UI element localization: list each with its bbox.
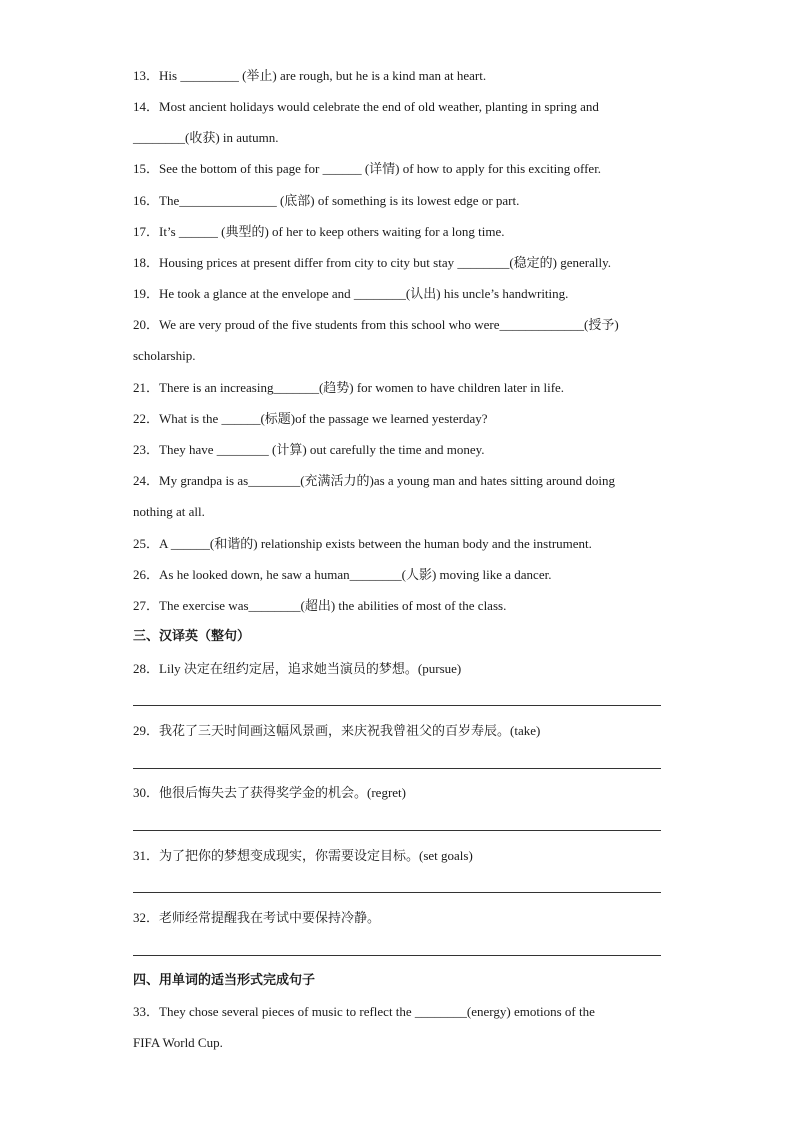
question-27 xyxy=(133,598,663,614)
question-text: 为了把你的梦想变成现实，你需要设定目标。(set goals) xyxy=(159,848,473,863)
answer-line-32[interactable] xyxy=(133,955,661,956)
question-number: 23． xyxy=(133,442,160,457)
question-32 xyxy=(133,910,663,926)
question-text: Housing prices at present differ from city to city but stay ________(稳定的) generally. xyxy=(159,255,612,270)
question-number: 26． xyxy=(133,567,160,582)
question-number: 30． xyxy=(133,785,160,800)
question-text: What is the ______(标题)of the passage we learned yesterday? xyxy=(159,411,488,426)
question-33 xyxy=(133,1004,663,1020)
question-text: It’s ______ (典型的) of her to keep others waiting for a long time. xyxy=(159,224,505,239)
question-number: 24． xyxy=(133,473,160,488)
question-text: 我花了三天时间画这幅风景画，来庆祝我曾祖父的百岁寿辰。(take) xyxy=(159,723,541,738)
question-number: 14． xyxy=(133,99,160,114)
answer-line-28[interactable] xyxy=(133,705,661,706)
question-number: 13． xyxy=(133,68,160,83)
question-text: They chose several pieces of music to reflect the ________(energy) emotions of the xyxy=(159,1004,595,1019)
question-17 xyxy=(133,224,663,240)
question-13 xyxy=(133,68,663,84)
section-heading-word-forms: 四、用单词的适当形式完成句子 xyxy=(133,973,316,988)
answer-line-30[interactable] xyxy=(133,830,661,831)
question-number: 16． xyxy=(133,193,160,208)
question-23 xyxy=(133,442,663,458)
question-text: 老师经常提醒我在考试中要保持冷静。 xyxy=(159,910,381,925)
question-text: My grandpa is as________(充满活力的)as a young man and hates sitting around doing xyxy=(159,473,616,488)
question-number: 28． xyxy=(133,661,160,676)
question-text: scholarship. xyxy=(133,348,196,363)
question-text: The exercise was________(超出) the abilities of most of the class. xyxy=(159,598,507,613)
question-text: Lily 决定在纽约定居，追求她当演员的梦想。(pursue) xyxy=(159,661,462,676)
question-15 xyxy=(133,161,663,177)
question-text: They have ________ (计算) out carefully the time and money. xyxy=(159,442,485,457)
question-number: 18． xyxy=(133,255,160,270)
question-number: 21． xyxy=(133,380,160,395)
question-number: 25． xyxy=(133,536,160,551)
question-29 xyxy=(133,723,663,739)
question-number: 17． xyxy=(133,224,160,239)
question-21 xyxy=(133,380,663,396)
question-18 xyxy=(133,255,663,271)
question-text: Most ancient holidays would celebrate the end of old weather, planting in spring and xyxy=(159,99,599,114)
question-number: 33． xyxy=(133,1004,160,1019)
question-19 xyxy=(133,286,663,302)
question-31 xyxy=(133,848,663,864)
question-number: 20． xyxy=(133,317,160,332)
question-text: FIFA World Cup. xyxy=(133,1035,223,1050)
question-16 xyxy=(133,193,663,209)
question-number: 15． xyxy=(133,161,160,176)
question-number: 22． xyxy=(133,411,160,426)
question-24 xyxy=(133,473,663,489)
question-28 xyxy=(133,661,663,677)
section-heading-translation: 三、汉译英（整句） xyxy=(133,629,251,644)
question-22 xyxy=(133,411,663,427)
question-text: His _________ (举止) are rough, but he is a kind man at heart. xyxy=(159,68,487,83)
question-24-continued xyxy=(133,504,663,520)
question-number: 31． xyxy=(133,848,160,863)
question-text: 他很后悔失去了获得奖学金的机会。(regret) xyxy=(159,785,406,800)
question-text: As he looked down, he saw a human________(人影) moving like a dancer. xyxy=(159,567,552,582)
question-number: 27． xyxy=(133,598,160,613)
answer-line-29[interactable] xyxy=(133,768,661,769)
question-text: See the bottom of this page for ______ (详情) of how to apply for this exciting offer. xyxy=(159,161,602,176)
question-30 xyxy=(133,785,663,801)
question-14-continued xyxy=(133,130,663,146)
question-number: 19． xyxy=(133,286,160,301)
question-text: nothing at all. xyxy=(133,504,205,519)
question-text: A ______(和谐的) relationship exists between the human body and the instrument. xyxy=(159,536,592,551)
question-20-continued xyxy=(133,348,663,364)
question-text: ________(收获) in autumn. xyxy=(133,130,279,145)
question-text: The_______________ (底部) of something is its lowest edge or part. xyxy=(159,193,520,208)
question-26 xyxy=(133,567,663,583)
question-33-continued xyxy=(133,1035,663,1051)
question-25 xyxy=(133,536,663,552)
question-text: There is an increasing_______(趋势) for women to have children later in life. xyxy=(159,380,565,395)
question-14 xyxy=(133,99,663,115)
question-text: We are very proud of the five students from this school who were_____________(授予) xyxy=(159,317,619,332)
question-number: 32． xyxy=(133,910,160,925)
answer-line-31[interactable] xyxy=(133,892,661,893)
question-20 xyxy=(133,317,663,333)
question-text: He took a glance at the envelope and ________(认出) his uncle’s handwriting. xyxy=(159,286,569,301)
question-number: 29． xyxy=(133,723,160,738)
